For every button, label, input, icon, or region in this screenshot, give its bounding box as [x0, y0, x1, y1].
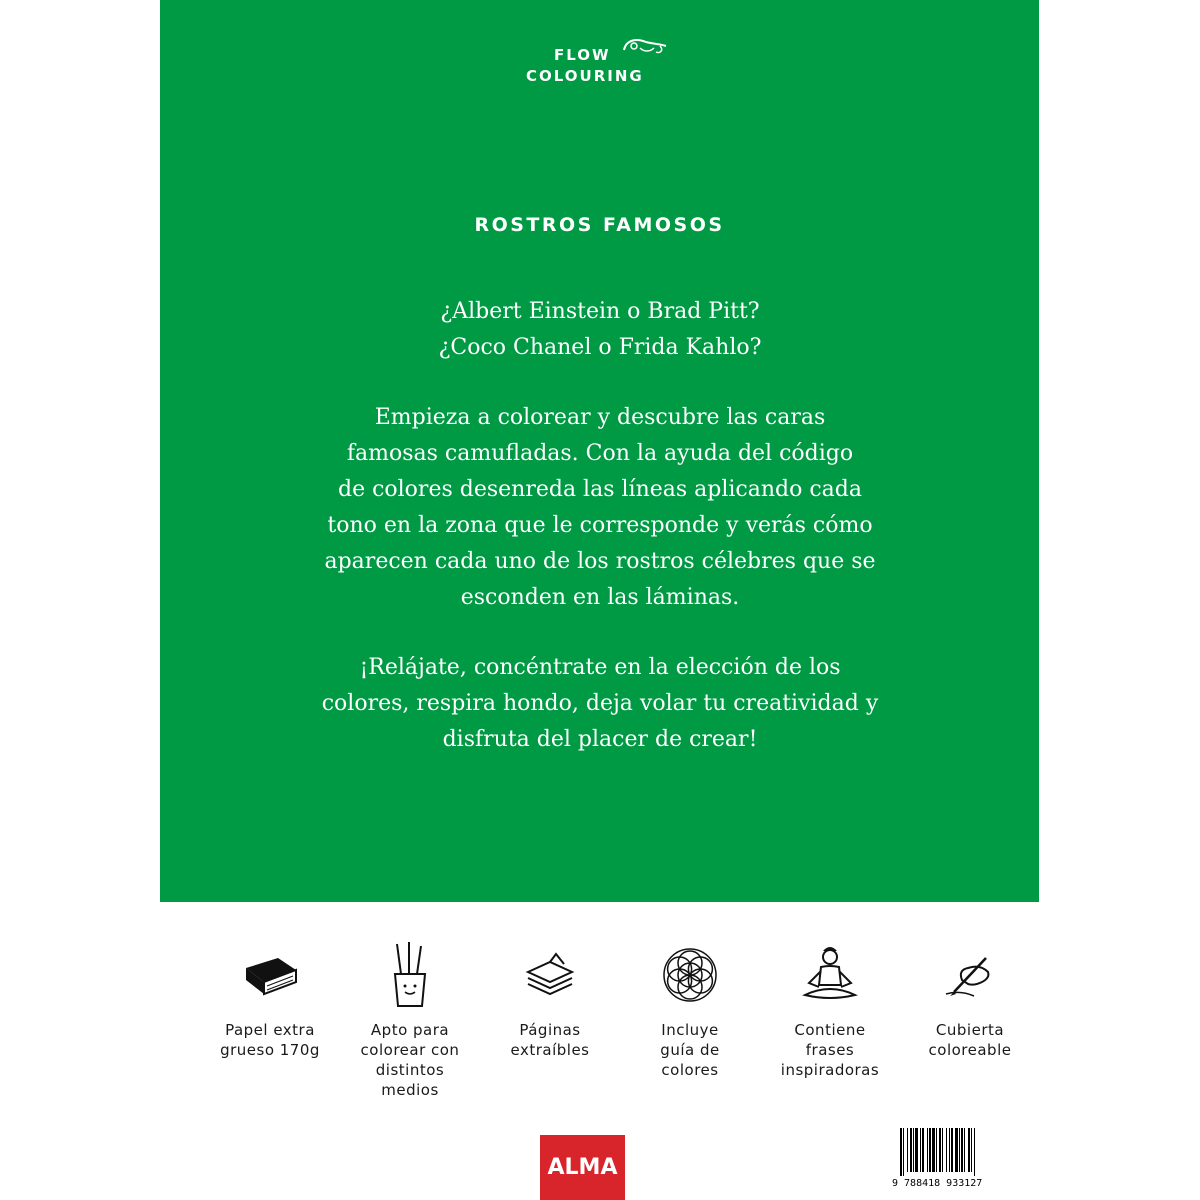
barcode-bar	[929, 1128, 931, 1172]
feature-paper	[200, 940, 340, 1060]
feature-label: Incluye	[661, 1021, 719, 1039]
intro-line: ¿Coco Chanel o Frida Kahlo?	[438, 335, 762, 360]
body-line: aparecen cada uno de los rostros célebres que se	[324, 549, 876, 574]
body-line: tono en la zona que le corresponde y verás cómo	[327, 513, 873, 538]
feature-color-guide	[620, 940, 760, 1080]
barcode-bar	[915, 1128, 918, 1172]
pen-hand-icon	[940, 950, 1000, 1000]
barcode-bar	[927, 1128, 928, 1172]
barcode-bar	[949, 1128, 950, 1172]
intro-questions	[300, 294, 900, 366]
flow-colouring-logo	[520, 30, 680, 90]
book-title: ROSTROS FAMOSOS	[474, 214, 725, 236]
barcode-bar	[974, 1128, 975, 1176]
barcode-bar	[959, 1128, 960, 1172]
barcode-bar	[942, 1128, 943, 1172]
barcode-bar	[971, 1128, 972, 1172]
feature-label: colores	[661, 1061, 719, 1079]
barcode	[892, 1128, 1037, 1190]
body-line: famosas camufladas. Con la ayuda del código	[346, 441, 854, 466]
barcode-bar	[913, 1128, 914, 1172]
barcode-bar	[968, 1128, 970, 1172]
barcode-bars	[892, 1128, 1037, 1176]
intro-line: ¿Albert Einstein o Brad Pitt?	[440, 299, 760, 324]
meditation-icon	[795, 945, 865, 1005]
barcode-bar	[955, 1128, 958, 1172]
feature-label: Contiene	[794, 1021, 866, 1039]
feature-pages	[480, 940, 620, 1060]
feature-label: frases	[805, 1041, 855, 1059]
sheets-icon	[520, 950, 580, 1000]
barcode-bar	[920, 1128, 921, 1172]
barcode-bar	[932, 1128, 935, 1172]
feature-mediums	[340, 940, 480, 1100]
body-line: esconden en las láminas.	[460, 585, 740, 610]
closing-paragraph	[300, 650, 900, 758]
feature-label: extraíbles	[510, 1041, 590, 1059]
barcode-bar	[936, 1128, 937, 1172]
feature-label: Papel extra	[225, 1021, 315, 1039]
book-icon	[240, 950, 300, 1000]
feature-cover	[900, 940, 1040, 1060]
feature-label: Cubierta	[935, 1021, 1005, 1039]
feature-label: medios	[381, 1081, 439, 1099]
closing-line: ¡Relájate, concéntrate en la elección de los	[359, 655, 841, 680]
feature-quotes	[760, 940, 900, 1080]
barcode-bar	[946, 1128, 947, 1172]
barcode-bar	[900, 1128, 902, 1176]
feature-label: grueso 170g	[220, 1041, 320, 1059]
chameleon-icon	[620, 34, 670, 60]
feature-label: Apto para	[370, 1021, 450, 1039]
logo-line-1: FLOW	[554, 46, 611, 64]
barcode-bar	[951, 1128, 953, 1172]
feature-label: inspiradoras	[780, 1061, 880, 1079]
feature-label: Páginas	[519, 1021, 581, 1039]
barcode-bar	[910, 1128, 912, 1172]
book-back-cover	[160, 0, 1039, 1200]
pencil-cup-icon	[385, 940, 435, 1010]
feature-label: coloreable	[928, 1041, 1012, 1059]
barcode-bar	[939, 1128, 941, 1172]
flower-of-life-icon	[660, 945, 720, 1005]
description-paragraph	[300, 400, 900, 616]
publisher-logo: ALMA	[540, 1135, 625, 1200]
logo-line-2: COLOURING	[526, 67, 644, 85]
isbn-number: 9 788418 933127	[892, 1178, 983, 1189]
barcode-bar	[907, 1128, 908, 1172]
feature-label: colorear con	[360, 1041, 460, 1059]
body-line: de colores desenreda las líneas aplicando cada	[337, 477, 862, 502]
closing-line: disfruta del placer de crear!	[442, 727, 758, 752]
body-line: Empieza a colorear y descubre las caras	[374, 405, 826, 430]
barcode-bar	[922, 1128, 924, 1172]
closing-line: colores, respira hondo, deja volar tu creatividad y	[321, 691, 879, 716]
feature-label: distintos	[375, 1061, 445, 1079]
feature-label: guía de	[660, 1041, 720, 1059]
green-panel	[160, 0, 1039, 902]
barcode-bar	[964, 1128, 965, 1172]
feature-list	[200, 940, 1040, 1110]
barcode-bar	[903, 1128, 904, 1176]
barcode-bar	[961, 1128, 963, 1172]
